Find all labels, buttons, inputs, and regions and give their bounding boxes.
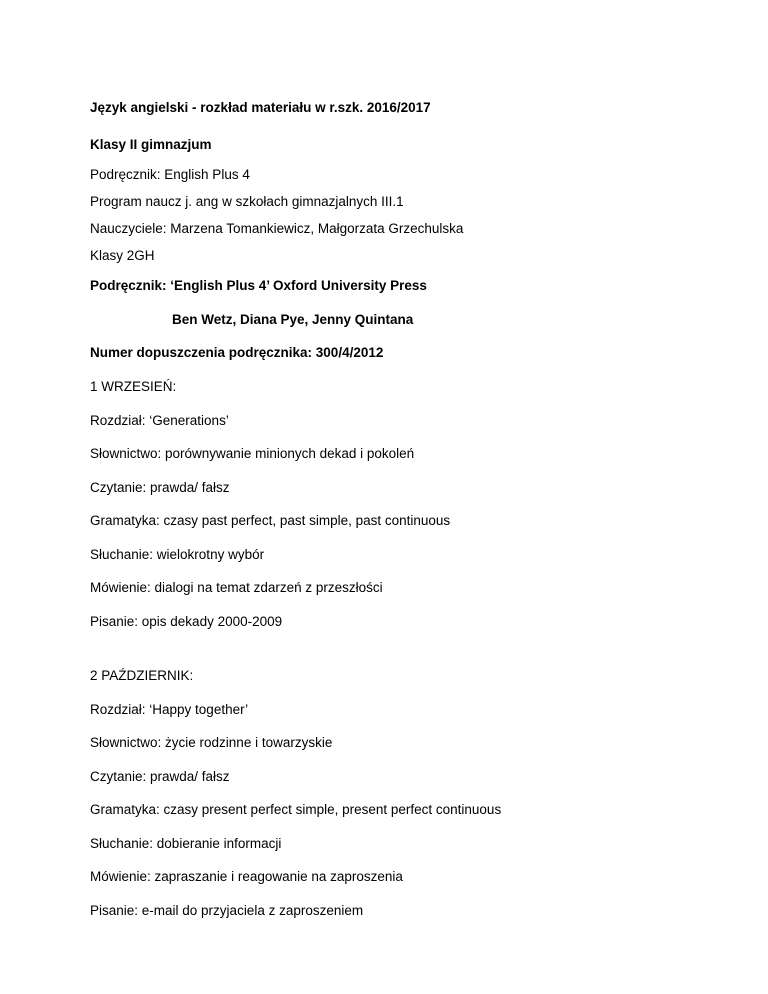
listening-line: Słuchanie: dobieranie informacji — [90, 836, 282, 851]
month-heading: 2 PAŹDZIERNIK: — [90, 668, 194, 683]
teachers-line: Nauczyciele: Marzena Tomankiewicz, Małgorzata Grzechulska — [90, 221, 464, 236]
speaking-line: Mówienie: zapraszanie i reagowanie na zaproszenia — [90, 869, 403, 884]
reading-line: Czytanie: prawda/ fałsz — [90, 769, 230, 784]
month-heading: 1 WRZESIEŃ: — [90, 379, 177, 394]
vocabulary-line: Słownictwo: porównywanie minionych dekad i pokoleń — [90, 446, 415, 461]
authors-line: Ben Wetz, Diana Pye, Jenny Quintana — [172, 312, 414, 327]
approval-line: Numer dopuszczenia podręcznika: 300/4/2012 — [90, 345, 384, 360]
chapter-line: Rozdział: ‘Generations’ — [90, 413, 229, 428]
document-title: Język angielski - rozkład materiału w r.szk. 2016/2017 — [90, 100, 431, 115]
textbook-line: Podręcznik: English Plus 4 — [90, 167, 250, 182]
grammar-line: Gramatyka: czasy past perfect, past simple, past continuous — [90, 513, 451, 528]
reading-line: Czytanie: prawda/ fałsz — [90, 480, 230, 495]
grammar-line: Gramatyka: czasy present perfect simple, present perfect continuous — [90, 802, 502, 817]
listening-line: Słuchanie: wielokrotny wybór — [90, 547, 265, 562]
program-line: Program naucz j. ang w szkołach gimnazjalnych III.1 — [90, 194, 404, 209]
vocabulary-line: Słownictwo: życie rodzinne i towarzyskie — [90, 735, 333, 750]
textbook-full-line: Podręcznik: ‘English Plus 4’ Oxford University Press — [90, 278, 427, 293]
chapter-line: Rozdział: ‘Happy together’ — [90, 702, 249, 717]
speaking-line: Mówienie: dialogi na temat zdarzeń z przeszłości — [90, 580, 383, 595]
writing-line: Pisanie: opis dekady 2000-2009 — [90, 614, 283, 629]
class-group-line: Klasy 2GH — [90, 248, 155, 263]
class-level: Klasy II gimnazjum — [90, 137, 212, 152]
writing-line: Pisanie: e-mail do przyjaciela z zaproszeniem — [90, 903, 364, 918]
